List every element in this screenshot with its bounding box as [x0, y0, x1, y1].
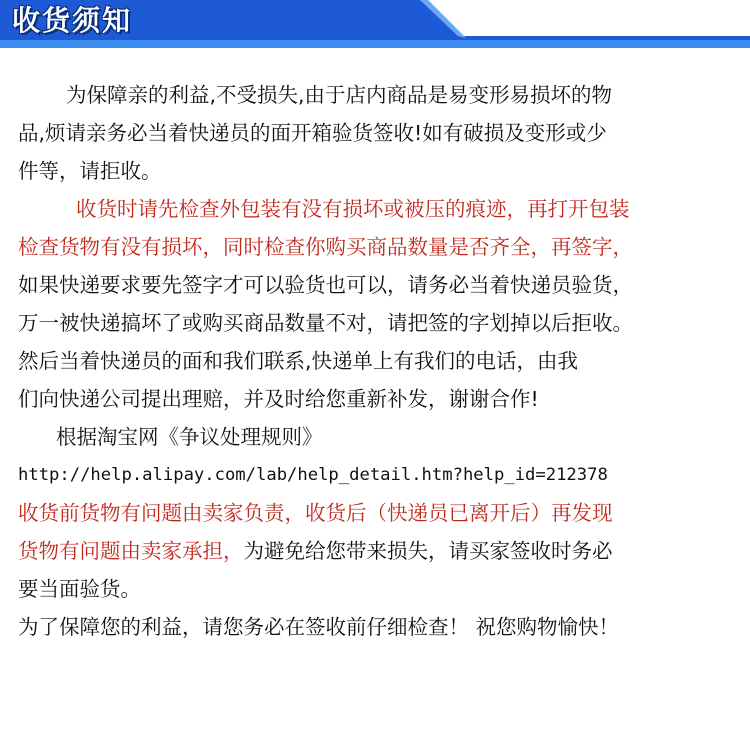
- p2-line-4: 万一被快递搞坏了或购买商品数量不对，请把签的字划掉以后拒收。: [18, 311, 633, 335]
- help-url: http://help.alipay.com/lab/help_detail.htm?help_id=212378: [18, 465, 608, 485]
- p1-line-2: 品,烦请亲务必当着快递员的面开箱验货签收!如有破损及变形或少: [18, 121, 607, 145]
- p5-line-1: 为了保障您的利益，请您务必在签收前仔细检查！ 祝您购物愉快！: [18, 615, 620, 639]
- p1-line-1: 为保障亲的利益,不受损失,由于店内商品是易变形易损坏的物: [66, 83, 613, 107]
- p4-line-2: [18, 532, 734, 570]
- p2-line-2: 检查货物有没有损坏，同时检查你购买商品数量是否齐全，再签字，: [18, 235, 633, 259]
- notice-content: [18, 76, 734, 646]
- p2-line-6: 们向快递公司提出理赔，并及时给您重新补发，谢谢合作!: [18, 387, 539, 411]
- p2-line-3: 如果快递要求要先签字才可以验货也可以，请务必当着快递员验货，: [18, 273, 633, 297]
- p2-line-1: 收货时请先检查外包装有没有损坏或被压的痕迹，再打开包装: [76, 197, 630, 221]
- p4-line-2-red: 货物有问题由卖家承担，: [18, 539, 244, 563]
- p4-line-3: 要当面验货。: [18, 577, 141, 601]
- rules-reference: 根据淘宝网《争议处理规则》: [56, 425, 323, 449]
- p4-line-2-dark: 为避免给您带来损失，请买家签收时务必: [243, 539, 613, 563]
- p1-line-3: 件等，请拒收。: [18, 159, 162, 183]
- p4-line-1: 收货前货物有问题由卖家负责，收货后（快递员已离开后）再发现: [18, 501, 613, 525]
- header-banner: [0, 0, 750, 48]
- header-title: 收货须知: [12, 4, 133, 37]
- p2-line-5: 然后当着快递员的面和我们联系,快递单上有我们的电话，由我: [18, 349, 579, 373]
